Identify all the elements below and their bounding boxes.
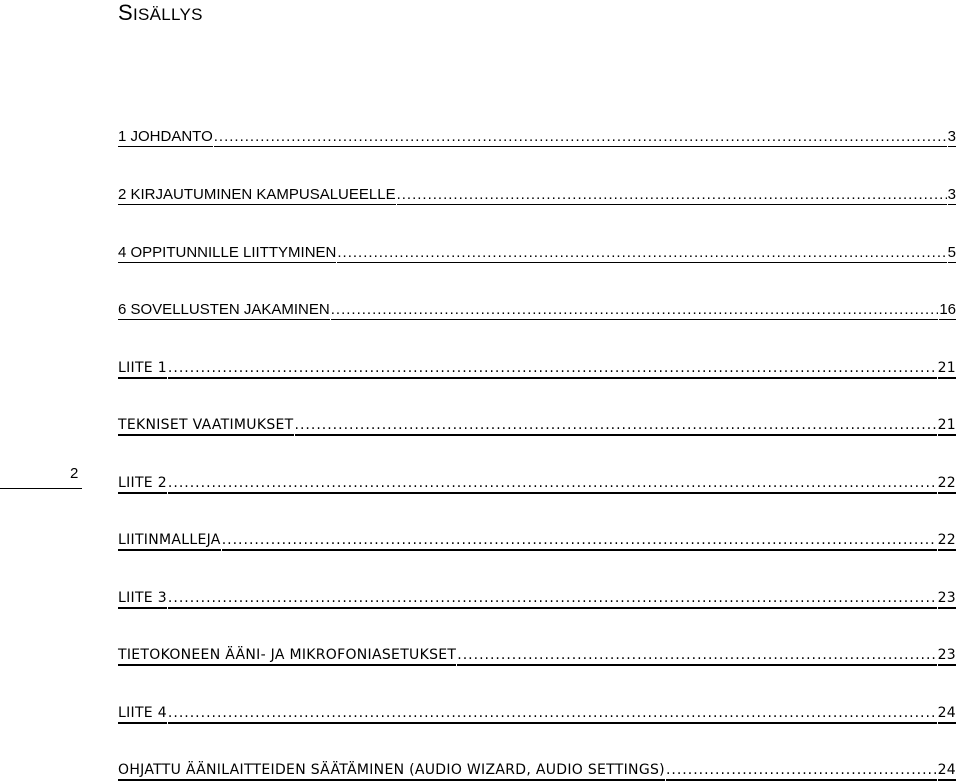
toc-entry-aanilaitteiden-saataminen[interactable] — [118, 761, 956, 781]
toc-entry-page: 3 — [947, 186, 956, 203]
toc-entry-title: OHJATTU ÄÄNILAITTEIDEN SÄÄTÄMINEN (AUDIO WIZARD, AUDIO SETTINGS) — [118, 761, 665, 781]
toc-entry-page: 21 — [938, 416, 956, 436]
toc-entry-title: LIITE 2 — [118, 474, 167, 494]
toc-dot-leader — [168, 474, 937, 494]
toc-entry-oppitunnille[interactable] — [118, 244, 956, 263]
toc-entry-title: 4 OPPITUNNILLE LIITTYMINEN — [118, 244, 337, 261]
toc-entry-liite-4[interactable] — [118, 704, 956, 724]
toc-entry-page: 21 — [938, 359, 956, 379]
toc-entry-page: 24 — [938, 704, 956, 724]
toc-entry-title: TEKNISET VAATIMUKSET — [118, 416, 294, 436]
toc-entry-page: 23 — [938, 589, 956, 609]
toc-entry-page: 23 — [938, 646, 956, 666]
toc-entry-liite-1[interactable] — [118, 359, 956, 379]
page-number-rule — [0, 488, 82, 489]
toc-dot-leader — [666, 761, 937, 781]
toc-dot-leader — [222, 531, 937, 551]
toc-entry-sovellusten-jakaminen[interactable] — [118, 301, 956, 320]
toc-entry-page: 16 — [939, 301, 956, 318]
toc-dot-leader — [295, 416, 937, 436]
toc-dot-leader — [168, 704, 937, 724]
toc-entry-liite-2[interactable] — [118, 474, 956, 494]
toc-heading-initial: S — [118, 0, 133, 25]
toc-dot-leader — [331, 301, 939, 320]
toc-dot-leader — [337, 244, 946, 263]
toc-entry-title: LIITE 4 — [118, 704, 167, 724]
toc-entry-page: 22 — [938, 474, 956, 494]
toc-entry-liite-3[interactable] — [118, 589, 956, 609]
toc-entry-tekniset-vaatimukset[interactable] — [118, 416, 956, 436]
toc-entry-johdanto[interactable] — [118, 128, 956, 147]
toc-heading-rest: ISÄLLYS — [132, 5, 203, 24]
toc-entry-title: LIITINMALLEJA — [118, 531, 221, 551]
page-number: 2 — [70, 465, 79, 482]
toc-entry-title: 6 SOVELLUSTEN JAKAMINEN — [118, 301, 330, 318]
toc-entry-title: LIITE 1 — [118, 359, 167, 379]
page-number-marker — [0, 465, 82, 491]
toc-entry-liitinmalleja[interactable] — [118, 531, 956, 551]
toc-entry-page: 3 — [947, 128, 956, 145]
toc-heading — [118, 0, 203, 26]
toc-entry-page: 22 — [938, 531, 956, 551]
toc-entry-page: 24 — [938, 761, 956, 781]
toc-entry-kirjautuminen[interactable] — [118, 186, 956, 205]
toc-dot-leader — [457, 646, 936, 666]
toc-dot-leader — [168, 589, 937, 609]
toc-dot-leader — [168, 359, 937, 379]
toc-entry-aani-mikrofoniasetukset[interactable] — [118, 646, 956, 666]
toc-dot-leader — [397, 186, 947, 205]
toc-entry-title: 1 JOHDANTO — [118, 128, 213, 145]
toc-entry-title: TIETOKONEEN ÄÄNI- JA MIKROFONIASETUKSET — [118, 646, 456, 666]
toc-dot-leader — [214, 128, 947, 147]
toc-entry-title: LIITE 3 — [118, 589, 167, 609]
toc-entry-page: 5 — [947, 244, 956, 261]
toc-entry-title: 2 KIRJAUTUMINEN KAMPUSALUEELLE — [118, 186, 396, 203]
